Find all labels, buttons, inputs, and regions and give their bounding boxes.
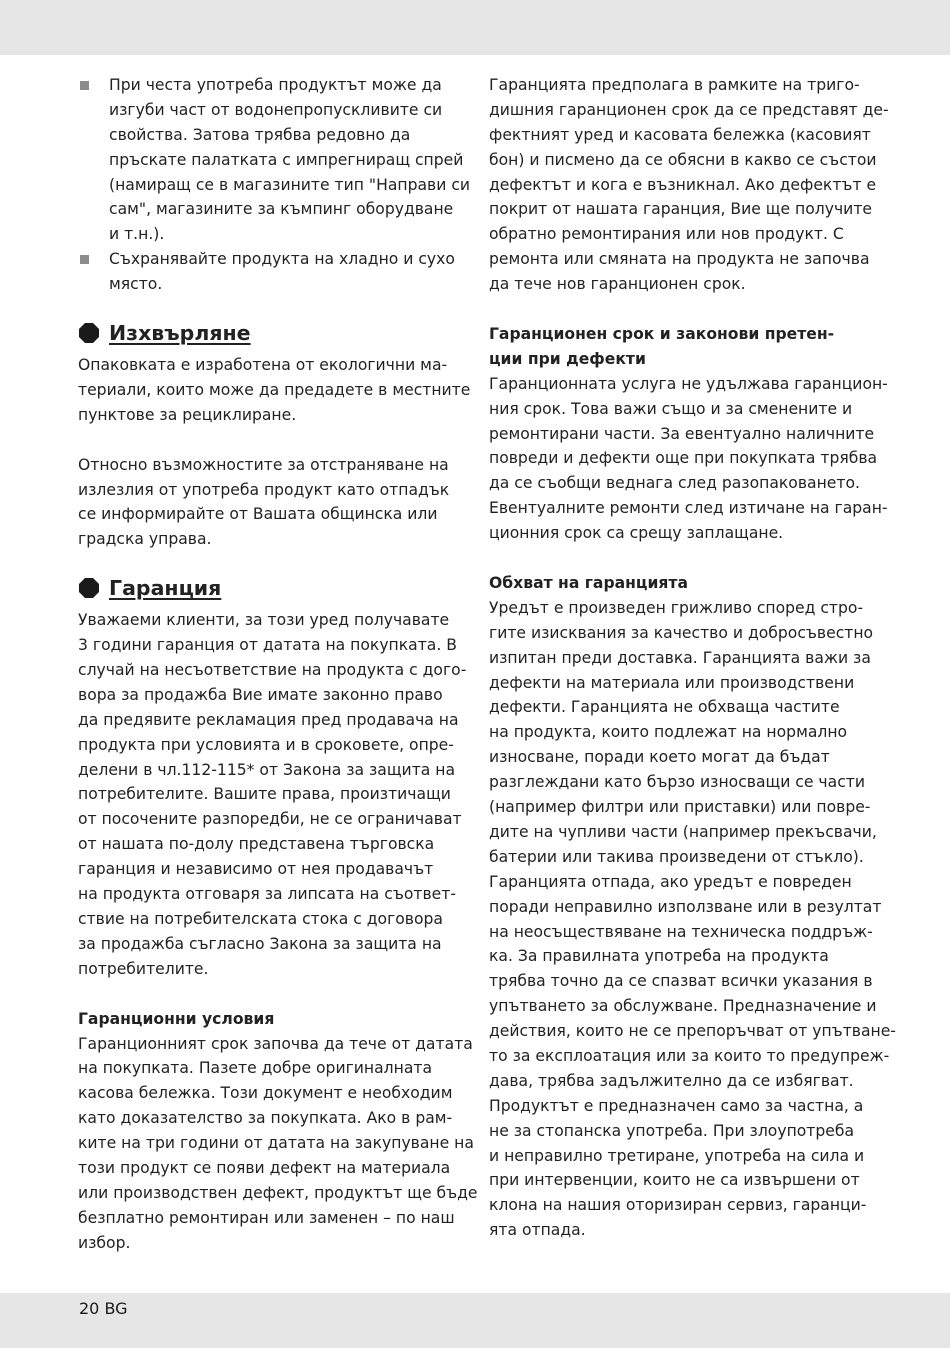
bullet-item-impregnation <box>78 73 471 247</box>
bullet-square-icon <box>80 255 89 264</box>
text-line: трябва точно да се спазват всички указания в <box>489 972 873 991</box>
text-line: Гаранционната услуга не удължава гаранцион- <box>489 374 888 393</box>
text-line: Гаранцията отпада, ако уредът е повреден <box>489 872 852 891</box>
text-line: касова бележка. Този документ е необходим <box>78 1084 453 1103</box>
text-line: териали, които може да предадете в местните <box>78 380 471 399</box>
text-line: за продажба съгласно Закона за защита на <box>78 934 442 953</box>
text-line: повреди и дефекти още при покупката трябва <box>489 449 878 468</box>
text-line: при интервенции, които не са извършени от <box>489 1171 860 1190</box>
text-line: покрит от нашата гаранция, Вие ще получите <box>489 200 872 219</box>
page-number: 20 BG <box>79 1299 128 1318</box>
disposal-paragraph-2 <box>78 453 462 553</box>
text-line: или производствен дефект, продуктът ще бъде <box>78 1183 478 1202</box>
text-line: да предявите рекламация пред продавача на <box>78 710 459 729</box>
text-line: излезлия от употреба продукт като отпадък <box>78 480 450 499</box>
text-line: Продуктът е предназначен само за частна, а <box>489 1096 864 1115</box>
text-line: гаранция и независимо от нея продавачът <box>78 860 434 879</box>
text-line: действия, които не се препоръчват от упътване- <box>489 1022 896 1041</box>
right-column <box>489 73 896 1243</box>
period-paragraph <box>489 372 888 546</box>
text-line: да се съобщи веднага след разопаковането. <box>489 474 860 493</box>
text-line: дефекти. Гаранцията не обхваща частите <box>489 698 840 717</box>
text-line: потребителите. Вашите права, произтичащи <box>78 785 451 804</box>
text-line: дишния гаранционен срок да се представят де- <box>489 100 889 119</box>
paragraph-gap <box>78 982 462 1007</box>
period-title-line: ции при дефекти <box>489 349 646 368</box>
conditions-title: Гаранционни условия <box>78 1009 275 1028</box>
text-line: избор. <box>78 1233 131 1252</box>
text-line: фектният уред и касовата бележка (касовият <box>489 125 871 144</box>
text-line: ремонта или смяната на продукта не започва <box>489 250 870 269</box>
text-line: Уважаеми клиенти, за този уред получавате <box>78 611 450 630</box>
text-line: ята отпада. <box>489 1221 586 1240</box>
text-line: Гаранцията предполага в рамките на триго- <box>489 76 860 94</box>
text-line: Евентуалните ремонти след изтичане на гаран- <box>489 499 888 518</box>
text-line: ките на три години от датата на закупуване на <box>78 1134 474 1153</box>
text-line: безплатно ремонтиран или заменен – по наш <box>78 1208 455 1227</box>
text-line: дите на чупливи части (например прекъсвачи, <box>489 822 877 841</box>
warranty-title: Гаранция <box>109 576 222 601</box>
text-line: на продукта отговаря за липсата на съответ- <box>78 885 456 904</box>
text-line: като доказателство за покупката. Ако в рам- <box>78 1109 453 1128</box>
bullet-square-icon <box>80 81 89 90</box>
bullet-line: Съхранявайте продукта на хладно и сухо <box>109 250 455 269</box>
text-line: този продукт се появи дефект на материала <box>78 1158 451 1177</box>
text-line: вора за продажба Вие имате законно право <box>78 685 443 704</box>
paragraph-gap <box>78 428 462 453</box>
conditions-heading <box>78 1007 462 1032</box>
text-line: Гаранционният срок започва да тече от датата <box>78 1034 473 1053</box>
text-line: упътването за обслужване. Предназначение и <box>489 997 877 1016</box>
bullet-line: пръскате палатката с импрегниращ спрей <box>109 150 464 169</box>
disposal-title: Изхвърляне <box>109 321 251 346</box>
text-line: Уредът е произведен грижливо според стро- <box>489 598 864 617</box>
paragraph-gap <box>489 297 875 322</box>
octagon-bullet-icon <box>79 578 99 598</box>
text-line: поради неправилно използване или в резултат <box>489 897 882 916</box>
disposal-heading <box>78 319 462 353</box>
left-column <box>78 73 478 1256</box>
text-line: се информирайте от Вашата общинска или <box>78 505 438 524</box>
scope-paragraph <box>489 596 896 1243</box>
intro-paragraph <box>489 73 889 297</box>
bullet-line: изгуби част от водонепропускливите си <box>109 100 443 119</box>
bullet-line: сам", магазините за къмпинг оборудване <box>109 200 454 219</box>
text-line: гите изисквания за качество и добросъвестно <box>489 623 874 642</box>
text-line: пунктове за рециклиране. <box>78 405 297 424</box>
text-line: дефектът и кога е възникнал. Ако дефектът е <box>489 175 877 194</box>
warranty-heading <box>78 574 462 608</box>
conditions-paragraph <box>78 1032 478 1256</box>
text-line: от нашата по-долу представена търговска <box>78 835 435 854</box>
bullet-line: (намиращ се в магазините тип "Направи си <box>109 175 471 194</box>
text-line: от посочените разпоредби, не се ограничават <box>78 810 462 829</box>
text-line: изпитан преди доставка. Гаранцията важи за <box>489 648 871 667</box>
bullet-line: място. <box>109 275 163 294</box>
text-line: бон) и писмено да се обясни в какво се състои <box>489 150 877 169</box>
text-line: обратно ремонтирания или нов продукт. С <box>489 225 844 244</box>
period-heading <box>489 322 875 372</box>
text-line: разглеждани като бързо износващи се части <box>489 773 865 792</box>
top-header-band <box>0 0 950 55</box>
scope-title: Обхват на гаранцията <box>489 574 688 593</box>
text-line: и неправилно третиране, употреба на сила и <box>489 1146 865 1165</box>
text-line: градска управа. <box>78 530 212 549</box>
bullet-line: и т.н.). <box>109 225 165 244</box>
disposal-paragraph-1 <box>78 353 471 428</box>
period-title-line: Гаранционен срок и законови претен- <box>489 325 835 344</box>
paragraph-gap <box>489 546 875 571</box>
text-line: на покупката. Пазете добре оригиналната <box>78 1059 433 1078</box>
warranty-paragraph <box>78 608 467 981</box>
text-line: клона на нашия оторизиран сервиз, гаранци- <box>489 1196 867 1215</box>
text-line: ремонтирани части. За евентуално наличните <box>489 424 875 443</box>
octagon-bullet-icon <box>79 323 99 343</box>
text-line: на неосъществяване на техническа поддръж- <box>489 922 873 941</box>
bullet-line: При честа употреба продуктът може да <box>109 76 442 94</box>
text-line: случай на несъответствие на продукта с дого- <box>78 661 467 680</box>
bullet-line: свойства. Затова трябва редовно да <box>109 125 411 144</box>
text-line: не за стопанска употреба. При злоупотреба <box>489 1121 855 1140</box>
text-line: потребителите. <box>78 959 209 978</box>
text-line: (например филтри или приставки) или повре- <box>489 798 871 817</box>
text-line: Относно възможностите за отстраняване на <box>78 455 449 474</box>
text-line: 3 години гаранция от датата на покупката. В <box>78 636 457 655</box>
text-line: на продукта, които подлежат на нормално <box>489 723 848 742</box>
text-line: ционния срок са срещу заплащане. <box>489 524 784 543</box>
text-line: да тече нов гаранционен срок. <box>489 275 746 294</box>
text-line: ка. За правилната употреба на продукта <box>489 947 829 966</box>
bottom-footer-band <box>0 1293 950 1348</box>
text-line: износване, поради което могат да бъдат <box>489 748 830 767</box>
text-line: ния срок. Това важи също и за сменените и <box>489 399 853 418</box>
text-line: то за експлоатация или за които то предупреж- <box>489 1046 890 1065</box>
text-line: Опаковката е изработена от екологични ма- <box>78 356 448 375</box>
text-line: батерии или такива произведени от стъкло). <box>489 847 864 866</box>
text-line: дефекти на материала или производствени <box>489 673 855 692</box>
bullet-item-storage <box>78 247 462 297</box>
text-line: ствие на потребителската стока с договора <box>78 909 443 928</box>
text-line: продукта при условията и в сроковете, опре- <box>78 735 454 754</box>
scope-heading <box>489 571 875 596</box>
text-line: дава, трябва задължително да се избягват. <box>489 1071 854 1090</box>
text-line: делени в чл.112-115* от Закона за защита на <box>78 760 456 779</box>
